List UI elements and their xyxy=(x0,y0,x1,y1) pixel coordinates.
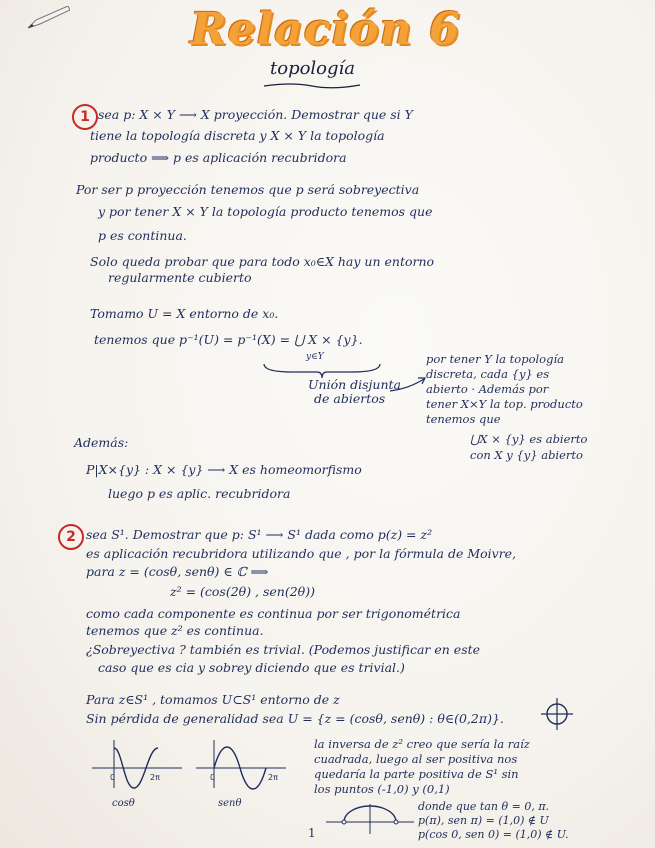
ex2-note: cuadrada, luego al ser positiva nos xyxy=(314,752,518,766)
cos-graph xyxy=(92,738,182,790)
ex2-line: como cada componente es continua por ser trigonométrica xyxy=(86,606,461,621)
graph-label: 2π xyxy=(268,773,278,782)
graph-caption: senθ xyxy=(218,798,242,809)
ex1-side-note: ⋃X × {y} es abierto xyxy=(470,432,588,446)
ex1-line: y por tener X × Y la topología producto tenemos que xyxy=(98,204,433,219)
ex2-line: es aplicación recubridora utilizando que , por la fórmula de Moivre, xyxy=(86,546,517,561)
ex1-side-note: tenemos que xyxy=(426,412,501,426)
ex2-line: sea S¹. Demostrar que p: S¹ ⟶ S¹ dada como p(z) = z² xyxy=(86,527,433,542)
ex1-line: Por ser p proyección tenemos que p será sobreyectiva xyxy=(76,182,420,197)
ex2-note: donde que tan θ = 0, π. xyxy=(418,800,550,813)
ex1-line: sea p: X × Y ⟶ X proyección. Demostrar que si Y xyxy=(98,107,413,122)
ex1-side-note: por tener Y la topología xyxy=(426,352,564,366)
graph-label: 0 xyxy=(210,773,216,782)
graph-label: 2π xyxy=(150,773,160,782)
ex1-note: Unión disjunta xyxy=(308,377,401,392)
ex2-line: caso que es cia y sobrey diciendo que es trivial.) xyxy=(98,660,405,675)
exercise-2-number: 2 xyxy=(58,524,84,550)
ex2-note: los puntos (-1,0) y (0,1) xyxy=(314,782,450,796)
ex1-side-note: abierto · Además por xyxy=(426,382,549,396)
ex2-note: p(π), sen π) = (1,0) ∉ U xyxy=(418,814,549,827)
ex1-subscript: y∈Y xyxy=(306,352,324,362)
ex2-line: tenemos que z² es continua. xyxy=(86,623,264,638)
page-title: Relación 6 xyxy=(190,4,461,55)
page-subtitle: topología xyxy=(270,58,356,79)
ex2-line: Para z∈S¹ , tomamos U⊂S¹ entorno de z xyxy=(86,692,340,707)
ex1-side-note: con X y {y} abierto xyxy=(470,448,583,462)
ex1-line: producto ⟹ p es aplicación recubridora xyxy=(90,150,347,165)
graph-label: 0 xyxy=(110,773,116,782)
ex2-line: ¿Sobreyectiva ? también es trivial. (Podemos justificar en este xyxy=(86,642,481,657)
ex1-line: regularmente cubierto xyxy=(108,270,252,285)
ex2-line: para z = (cosθ, senθ) ∈ ℂ ⟹ xyxy=(86,564,269,579)
subtitle-underline xyxy=(262,80,362,90)
pen-icon xyxy=(28,6,70,30)
ex1-side-note: discreta, cada {y} es xyxy=(426,367,550,381)
circle-sketch xyxy=(540,697,574,731)
arrow-icon xyxy=(388,375,428,395)
ex1-line: Tomamo U = X entorno de x₀. xyxy=(90,306,279,321)
ex1-line: luego p es aplic. recubridora xyxy=(108,486,291,501)
exercise-1-number: 1 xyxy=(72,104,98,130)
ex1-line: p es continua. xyxy=(98,228,187,243)
ex2-line: Sin pérdida de generalidad sea U = {z = (cosθ, senθ) : θ∈(0,2π)}. xyxy=(86,711,504,726)
ex1-line: tiene la topología discreta y X × Y la topología xyxy=(90,128,385,143)
semicircle-sketch xyxy=(326,800,414,834)
page-number: 1 xyxy=(308,826,316,840)
graph-caption: cosθ xyxy=(112,798,135,809)
ex1-side-note: tener X×Y la top. producto xyxy=(426,397,583,411)
ex1-line: Además: xyxy=(74,435,129,450)
ex1-note: de abiertos xyxy=(314,391,386,406)
ex1-line: P|X×{y} : X × {y} ⟶ X es homeomorfismo xyxy=(86,462,362,477)
ex1-line: Solo queda probar que para todo x₀∈X hay un entorno xyxy=(90,254,435,269)
ex2-note: p(cos 0, sen 0) = (1,0) ∉ U. xyxy=(418,828,569,841)
ex2-note: la inversa de z² creo que sería la raíz xyxy=(314,737,530,751)
ex1-line: tenemos que p⁻¹(U) = p⁻¹(X) = ⋃ X × {y}. xyxy=(94,332,363,347)
ex2-line: z² = (cos(2θ) , sen(2θ)) xyxy=(170,584,315,599)
ex2-note: quedaría la parte positiva de S¹ sin xyxy=(314,767,519,781)
